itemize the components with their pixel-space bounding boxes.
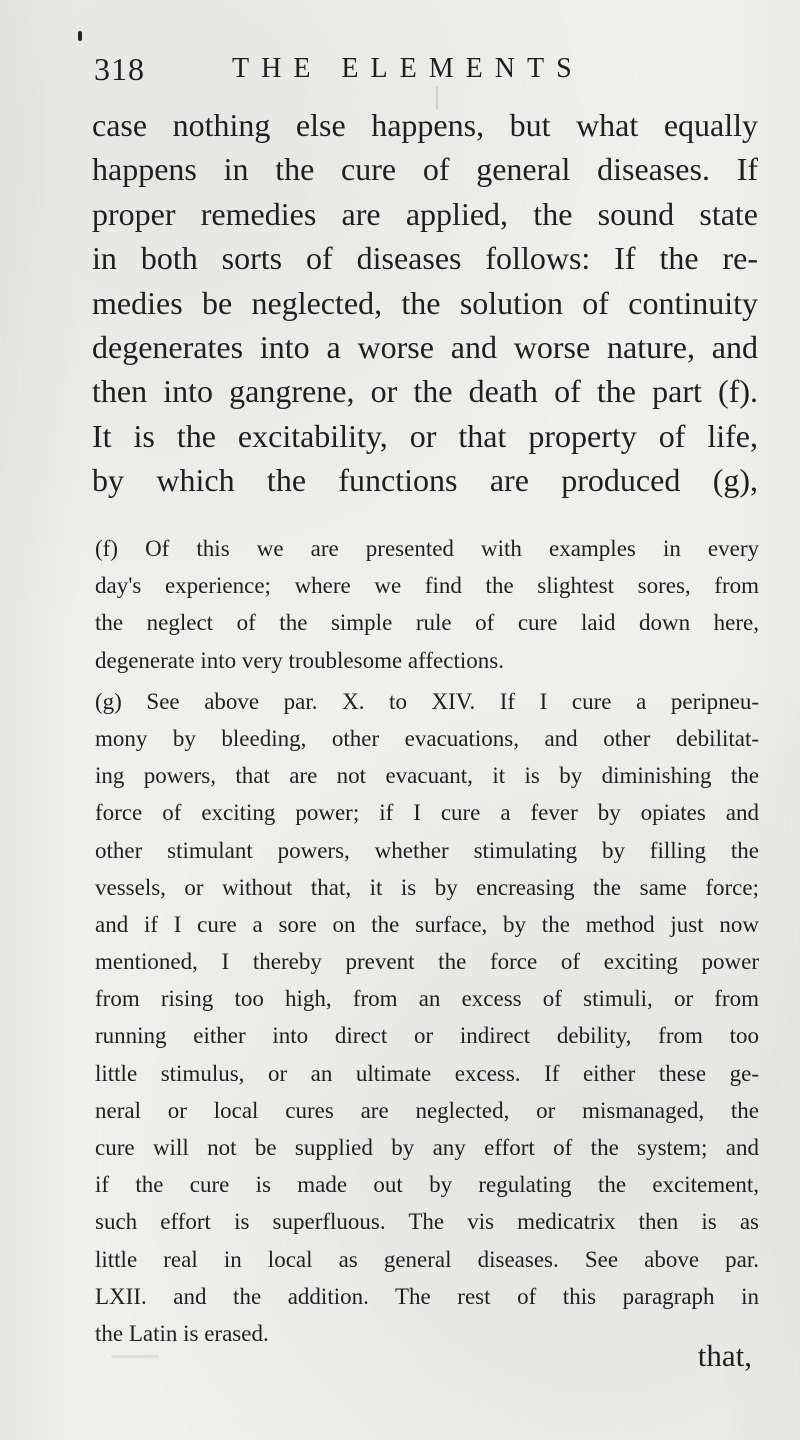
footnote-g-line: LXII. and the addition. The rest of this paragraph in <box>95 1283 759 1309</box>
footnote-g-line: little real in local as general diseases. See above par. <box>95 1246 759 1272</box>
footnote-g-line: if the cure is made out by regulating the excitement, <box>95 1172 759 1198</box>
footnote-g-line: mony by bleeding, other evacuations, and other debilitat- <box>95 725 759 751</box>
footnote-g-line: and if I cure a sore on the surface, by the method just now <box>95 911 759 937</box>
footnote-g-line: little stimulus, or an ultimate excess. If either these ge- <box>95 1060 759 1086</box>
footnote-f-line: day's experience; where we find the slightest sores, from <box>95 573 759 599</box>
footnote-f-line: the neglect of the simple rule of cure laid down here, <box>95 610 759 636</box>
main-text-line: degenerates into a worse and worse nature, and <box>92 328 758 365</box>
footnote-g-line: force of exciting power; if I cure a fever by opiates and <box>95 800 759 826</box>
main-text-line: in both sorts of diseases follows: If the re- <box>92 240 758 277</box>
footnote-g-line: other stimulant powers, whether stimulating by filling the <box>95 837 759 863</box>
footnote-g-line: running either into direct or indirect debility, from too <box>95 1023 759 1049</box>
main-text-line: It is the excitability, or that property of life, <box>92 417 758 454</box>
footnote-g-line: cure will not be supplied by any effort of the system; and <box>95 1135 759 1160</box>
footnote-f-line: (f) Of this we are presented with examples in every <box>95 536 759 561</box>
catchword: that, <box>697 1338 752 1373</box>
footnote-g-line: vessels, or without that, it is by encreasing the same force; <box>95 874 759 900</box>
footnotes-block <box>95 530 759 1352</box>
main-text-line: happens in the cure of general diseases. If <box>92 151 758 188</box>
main-text-line: by which the functions are produced (g), <box>92 462 758 499</box>
main-text-block <box>92 103 758 503</box>
footnote-f-line: degenerate into very troublesome affections. <box>95 647 504 673</box>
main-text-line: proper remedies are applied, the sound state <box>92 195 758 232</box>
ink-speck <box>78 31 82 41</box>
footnote-g-line: neral or local cures are neglected, or mismanaged, the <box>95 1097 759 1123</box>
footnote-g-line: such effort is superfluous. The vis medicatrix then is as <box>95 1209 759 1235</box>
footnote-g-line: mentioned, I thereby prevent the force of exciting power <box>95 949 759 975</box>
main-text-line: then into gangrene, or the death of the part (f). <box>92 373 758 410</box>
footnote-g-line: the Latin is erased. <box>95 1320 269 1346</box>
page-number: 318 <box>94 51 145 87</box>
running-head: THE ELEMENTS <box>232 53 584 84</box>
main-text-line: case nothing else happens, but what equally <box>92 107 758 143</box>
footnote-g-line: from rising too high, from an excess of stimuli, or from <box>95 986 759 1012</box>
page-header <box>92 45 732 89</box>
footnote-g-line: (g) See above par. X. to XIV. If I cure a peripneu- <box>95 688 759 714</box>
bleed-through-mark <box>111 1355 159 1358</box>
footnote-g-line: ing powers, that are not evacuant, it is by diminishing the <box>95 763 759 789</box>
main-text-line: medies be neglected, the solution of continuity <box>92 284 758 321</box>
